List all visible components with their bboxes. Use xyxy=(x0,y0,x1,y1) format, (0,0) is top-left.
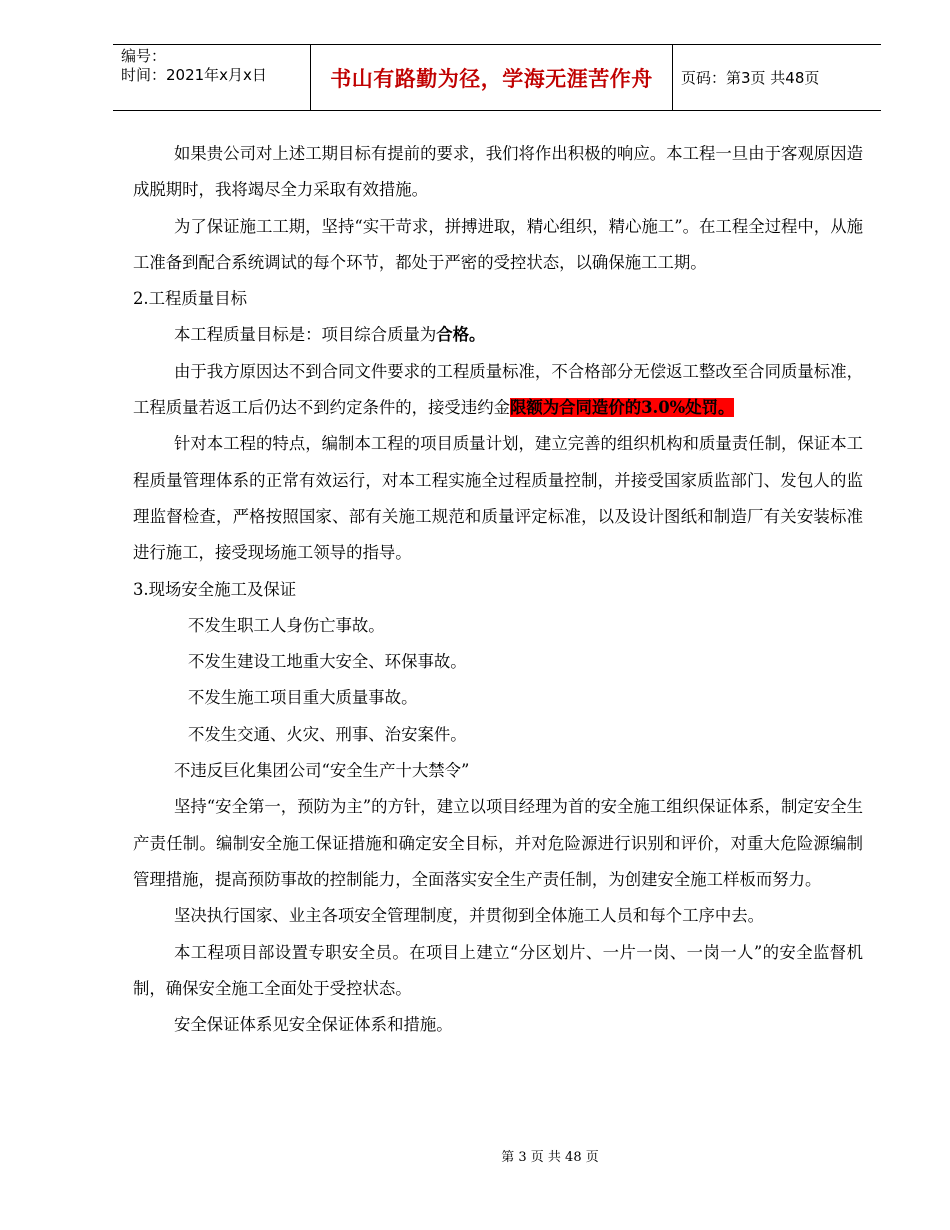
paragraph: 坚决执行国家、业主各项安全管理制度，并贯彻到全体施工人员和每个工序中去。 xyxy=(174,906,765,926)
penalty-text: 由于我方原因达不到合同文件要求的工程质量标准，不合格部分无偿返工整改至合同质量标准，工程质量若返工后仍达不到约定条件的，接受违约金 xyxy=(133,361,863,418)
paragraph-quality-target xyxy=(133,317,863,353)
list-item: 不发生职工人身伤亡事故。 xyxy=(188,615,385,635)
list-item: 不发生施工项目重大质量事故。 xyxy=(188,688,418,708)
header-page-info: 页码：第3页 共48页 xyxy=(681,69,820,87)
paragraph: 本工程项目部设置专职安全员。在项目上建立“分区划片、一片一岗、一岗一人”的安全监督机制，确保安全施工全面处于受控状态。 xyxy=(133,942,863,998)
header-motto: 书山有路勤为径，学海无涯苦作舟 xyxy=(311,45,673,110)
paragraph: 针对本工程的特点，编制本工程的项目质量计划，建立完善的组织机构和质量责任制，保证本工程质量管理体系的正常有效运行，对本工程实施全过程质量控制，并接受国家质监部门、发包人的监理监督检查，严格按照国家、部有关施工规范和质量评定标准，以及设计图纸和制造厂有关安装标准进行施工，接受现场施工领导的指导。 xyxy=(133,434,863,563)
quality-target-value: 合格。 xyxy=(436,325,486,345)
quality-target-text: 本工程质量目标是：项目综合质量为 xyxy=(174,325,437,345)
section-heading-quality: 2.工程质量目标 xyxy=(133,289,247,309)
list-item: 不发生建设工地重大安全、环保事故。 xyxy=(188,652,467,672)
list-item: 不发生交通、火灾、刑事、治安案件。 xyxy=(188,724,467,744)
footer-page-number: 第 3 页 共 48 页 xyxy=(501,1150,599,1165)
section-heading-safety: 3.现场安全施工及保证 xyxy=(133,579,297,599)
paragraph: 安全保证体系见安全保证体系和措施。 xyxy=(174,1015,453,1035)
document-number-label: 编号： xyxy=(121,47,167,65)
highlighted-penalty: 限额为合同造价的3.0%处罚。 xyxy=(509,398,735,418)
paragraph-penalty xyxy=(133,354,863,427)
document-date: 时间：2021年x月x日 xyxy=(121,66,267,84)
page-footer xyxy=(0,1146,950,1165)
paragraph: 不违反巨化集团公司“安全生产十大禁令” xyxy=(174,761,470,781)
header-meta xyxy=(113,45,311,110)
paragraph: 坚持“安全第一，预防为主”的方针，建立以项目经理为首的安全施工组织保证体系，制定安全生产责任制。编制安全施工保证措施和确定安全目标，并对危险源进行识别和评价，对重大危险源编制管理措施，提高预防事故的控制能力，全面落实安全生产责任制，为创建安全施工样板而努力。 xyxy=(133,797,863,889)
paragraph: 为了保证施工工期，坚持“实干苛求，拼搏进取，精心组织，精心施工”。在工程全过程中，从施工准备到配合系统调试的每个环节，都处于严密的受控状态，以确保施工工期。 xyxy=(133,216,863,272)
paragraph: 如果贵公司对上述工期目标有提前的要求，我们将作出积极的响应。本工程一旦由于客观原因造成脱期时，我将竭尽全力采取有效措施。 xyxy=(133,144,863,200)
document-body xyxy=(133,136,863,1043)
page-header xyxy=(113,44,881,111)
